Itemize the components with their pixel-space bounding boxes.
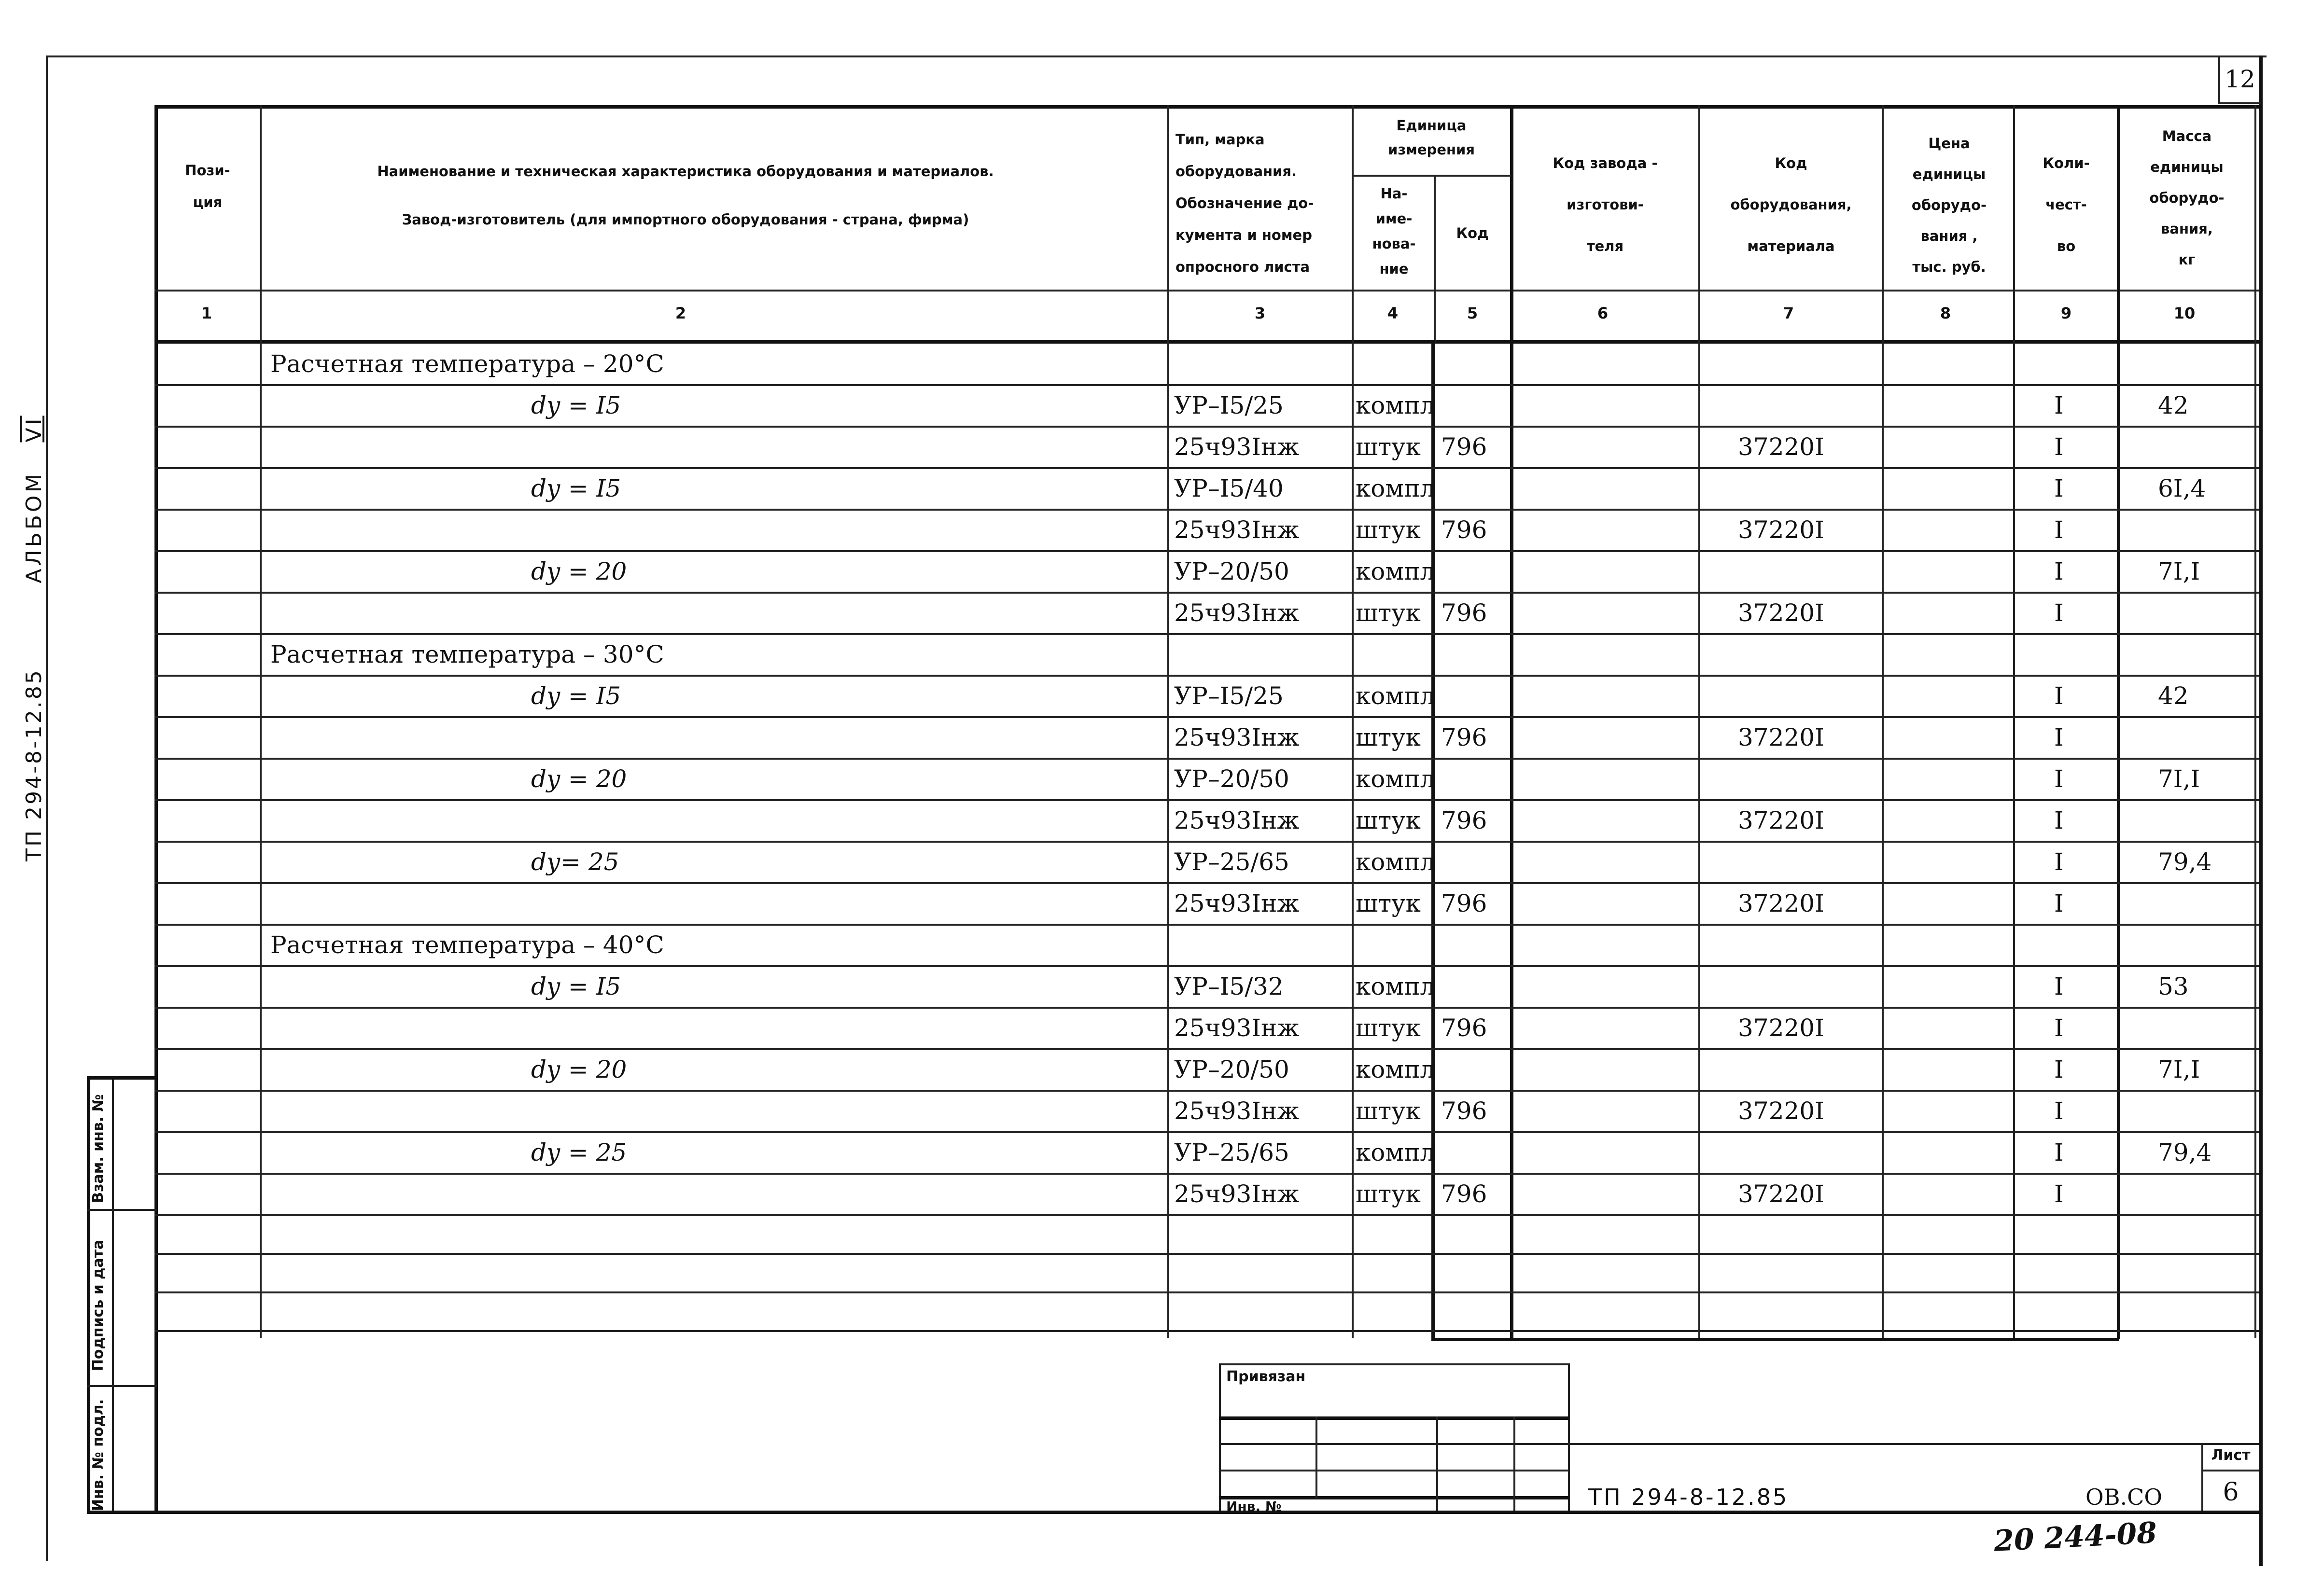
cell-type: 25ч93Iнж xyxy=(1174,1180,1300,1208)
cell-mass: 42 xyxy=(2158,391,2189,419)
table-body-bottom xyxy=(1431,1338,2119,1341)
cell-equip: 37220I xyxy=(1738,806,1824,834)
cell-mass: 7I,I xyxy=(2158,1055,2200,1083)
cell-qty: I xyxy=(2054,516,2064,544)
table-top xyxy=(154,105,2259,109)
title-block-top xyxy=(1568,1443,2259,1445)
cell-qty: I xyxy=(2054,848,2064,876)
cell-name: dу = I5 xyxy=(531,474,621,502)
cell-qty: I xyxy=(2054,1055,2064,1083)
header-mass: Масса единицы оборудо- вания, кг xyxy=(2149,128,2225,268)
list-number: 6 xyxy=(2223,1478,2239,1507)
cell-type: УР–20/50 xyxy=(1174,765,1289,793)
header-equipment-code: Код оборудования, материала xyxy=(1730,155,1852,254)
colnum-6: 6 xyxy=(1597,304,1609,322)
cell-unit: штук xyxy=(1356,433,1421,461)
privyazan-label: Привязан xyxy=(1226,1368,1306,1385)
cell-code: 796 xyxy=(1441,1014,1487,1042)
cell-qty: I xyxy=(2054,599,2064,627)
cell-name: dу = 20 xyxy=(531,557,627,585)
cell-qty: I xyxy=(2054,474,2064,502)
cell-type: УР–25/65 xyxy=(1174,1138,1289,1166)
cell-name: dу = I5 xyxy=(531,391,621,419)
cell-name: dу = 20 xyxy=(531,765,627,793)
cell-name: dу = 25 xyxy=(531,1138,627,1166)
cell-qty: I xyxy=(2054,723,2064,751)
cell-name: dу = 20 xyxy=(531,1055,627,1083)
cell-unit: штук xyxy=(1356,889,1421,917)
cell-equip: 37220I xyxy=(1738,1097,1824,1125)
cell-mass: 79,4 xyxy=(2158,848,2212,876)
cell-mass: 53 xyxy=(2158,972,2189,1000)
cell-name: dу= 25 xyxy=(531,848,619,876)
cell-unit: компл xyxy=(1356,972,1436,1000)
cell-qty: I xyxy=(2054,557,2064,585)
cell-code: 796 xyxy=(1441,516,1487,544)
stamp-top xyxy=(87,1076,157,1080)
cell-type: УР–I5/25 xyxy=(1174,682,1284,710)
cell-name: Расчетная температура – 30°С xyxy=(270,640,664,668)
cell-type: 25ч93Iнж xyxy=(1174,889,1300,917)
cell-type: 25ч93Iнж xyxy=(1174,1097,1300,1125)
colnum-4: 4 xyxy=(1387,304,1399,322)
list-box-divider xyxy=(2201,1470,2259,1471)
privyazan-row-3 xyxy=(1219,1470,1569,1471)
empty-row-line xyxy=(154,1291,2259,1293)
page-number-box-bottom xyxy=(2218,102,2261,104)
album-word: АЛЬБОМ xyxy=(22,471,46,583)
header-plant-code: Код завода - изготови- теля xyxy=(1553,155,1658,254)
privyazan-row-1 xyxy=(1219,1416,1569,1420)
privyazan-left xyxy=(1219,1363,1221,1511)
stamp-inv-podl: Инв. № подл. xyxy=(90,1399,107,1512)
archive-number: 20 244-08 xyxy=(1993,1516,2158,1558)
cell-unit: штук xyxy=(1356,516,1421,544)
header-unit-group: Единица измерения xyxy=(1388,117,1475,158)
cell-unit: компл xyxy=(1356,557,1436,585)
cell-name: dу = I5 xyxy=(531,682,621,710)
cell-equip: 37220I xyxy=(1738,516,1824,544)
cell-code: 796 xyxy=(1441,806,1487,834)
colnum-5: 5 xyxy=(1467,304,1478,322)
cell-equip: 37220I xyxy=(1738,599,1824,627)
cell-equip: 37220I xyxy=(1738,889,1824,917)
header-quantity: Коли- чест- во xyxy=(2043,155,2090,254)
cell-qty: I xyxy=(2054,806,2064,834)
page-number: 12 xyxy=(2225,65,2255,93)
title-doc-code: ТП 294-8-12.85 xyxy=(1588,1484,1789,1510)
colnum-9: 9 xyxy=(2060,304,2072,322)
cell-type: 25ч93Iнж xyxy=(1174,723,1300,751)
privyazan-inv-label: Инв. № xyxy=(1226,1499,1282,1514)
header-unit-name: На- име- нова- ние xyxy=(1372,185,1416,277)
empty-row-line xyxy=(154,1253,2259,1255)
cell-unit: штук xyxy=(1356,723,1421,751)
colnum-3: 3 xyxy=(1254,304,1266,322)
privyazan-col-1 xyxy=(1315,1416,1317,1499)
cell-equip: 37220I xyxy=(1738,723,1824,751)
album-number: VI xyxy=(22,416,46,443)
cell-qty: I xyxy=(2054,391,2064,419)
colnum-8: 8 xyxy=(1940,304,1951,322)
margin-doc-code: ТП 294-8-12.85 xyxy=(22,668,46,861)
privyazan-top xyxy=(1219,1363,1569,1365)
cell-mass: 79,4 xyxy=(2158,1138,2212,1166)
colnum-10: 10 xyxy=(2173,304,2196,322)
cell-unit: штук xyxy=(1356,599,1421,627)
privyazan-row-2 xyxy=(1219,1443,1569,1445)
cell-type: УР–20/50 xyxy=(1174,557,1289,585)
colnum-1: 1 xyxy=(201,304,212,322)
cell-equip: 37220I xyxy=(1738,433,1824,461)
header-unit-code: Код xyxy=(1456,225,1489,241)
cell-equip: 37220I xyxy=(1738,1014,1824,1042)
cell-unit: компл xyxy=(1356,1138,1436,1166)
cell-code: 796 xyxy=(1441,889,1487,917)
cell-unit: компл xyxy=(1356,765,1436,793)
header-position: Пози- ция xyxy=(185,162,230,210)
row-line xyxy=(154,1214,2259,1216)
colnum-2: 2 xyxy=(675,304,686,322)
stamp-divider xyxy=(112,1076,114,1513)
page-number-box-left xyxy=(2218,56,2220,104)
cell-unit: компл xyxy=(1356,391,1436,419)
list-box-left xyxy=(2201,1443,2203,1511)
cell-mass: 7I,I xyxy=(2158,765,2200,793)
cell-name: Расчетная температура – 40°С xyxy=(270,931,664,959)
cell-qty: I xyxy=(2054,1180,2064,1208)
empty-row-line xyxy=(154,1330,2259,1332)
cell-code: 796 xyxy=(1441,723,1487,751)
cell-unit: штук xyxy=(1356,1180,1421,1208)
cell-qty: I xyxy=(2054,1138,2064,1166)
frame-top xyxy=(46,56,2267,57)
cell-unit: компл xyxy=(1356,848,1436,876)
header-price: Цена единицы оборудо- вания , тыс. руб. xyxy=(1911,135,1987,275)
cell-qty: I xyxy=(2054,433,2064,461)
cell-qty: I xyxy=(2054,765,2064,793)
cell-code: 796 xyxy=(1441,599,1487,627)
colnum-7: 7 xyxy=(1783,304,1794,322)
stamp-vzam: Взам. инв. № xyxy=(90,1094,107,1203)
privyazan-col-3 xyxy=(1513,1416,1515,1511)
cell-unit: штук xyxy=(1356,806,1421,834)
cell-type: УР–I5/32 xyxy=(1174,972,1284,1000)
cell-qty: I xyxy=(2054,972,2064,1000)
cell-code: 796 xyxy=(1441,1180,1487,1208)
privyazan-col-2 xyxy=(1436,1416,1438,1511)
cell-type: УР–20/50 xyxy=(1174,1055,1289,1083)
cell-type: 25ч93Iнж xyxy=(1174,433,1300,461)
col-sep-4 xyxy=(1434,175,1436,343)
cell-type: 25ч93Iнж xyxy=(1174,1014,1300,1042)
cell-qty: I xyxy=(2054,1097,2064,1125)
cell-type: 25ч93Iнж xyxy=(1174,599,1300,627)
cell-mass: 6I,4 xyxy=(2158,474,2206,502)
cell-unit: штук xyxy=(1356,1097,1421,1125)
cell-qty: I xyxy=(2054,1014,2064,1042)
privyazan-right xyxy=(1568,1363,1570,1511)
cell-type: УР–I5/40 xyxy=(1174,474,1284,502)
cell-mass: 42 xyxy=(2158,682,2189,710)
cell-type: 25ч93Iнж xyxy=(1174,806,1300,834)
cell-name: Расчетная температура – 20°С xyxy=(270,350,664,378)
cell-code: 796 xyxy=(1441,433,1487,461)
cell-name: dу = I5 xyxy=(531,972,621,1000)
stamp-bottom xyxy=(87,1511,2259,1514)
album-label xyxy=(22,408,56,591)
stamp-podpis: Подпись и дата xyxy=(90,1239,107,1372)
cell-unit: компл xyxy=(1356,474,1436,502)
cell-equip: 37220I xyxy=(1738,1180,1824,1208)
cell-code: 796 xyxy=(1441,1097,1487,1125)
cell-unit: компл xyxy=(1356,1055,1436,1083)
cell-unit: штук xyxy=(1356,1014,1421,1042)
header-bottom xyxy=(154,290,2259,291)
header-type: Тип, марка оборудования. Обозначение до- кумента и номер опросного листа xyxy=(1175,131,1314,275)
cell-type: УР–25/65 xyxy=(1174,848,1289,876)
title-designation: ОВ.СО xyxy=(2085,1484,2163,1510)
frame-right xyxy=(2259,56,2263,1566)
unit-group-divider xyxy=(1352,175,1511,177)
cell-qty: I xyxy=(2054,682,2064,710)
cell-qty: I xyxy=(2054,889,2064,917)
list-label: Лист xyxy=(2211,1447,2251,1464)
cell-type: УР–I5/25 xyxy=(1174,391,1284,419)
cell-unit: компл xyxy=(1356,682,1436,710)
cell-type: 25ч93Iнж xyxy=(1174,516,1300,544)
cell-mass: 7I,I xyxy=(2158,557,2200,585)
header-name: Наименование и техническая характеристика оборудования и материалов. Завод-изготовитель (для импортного оборудования - страна, фирма) xyxy=(377,163,994,228)
